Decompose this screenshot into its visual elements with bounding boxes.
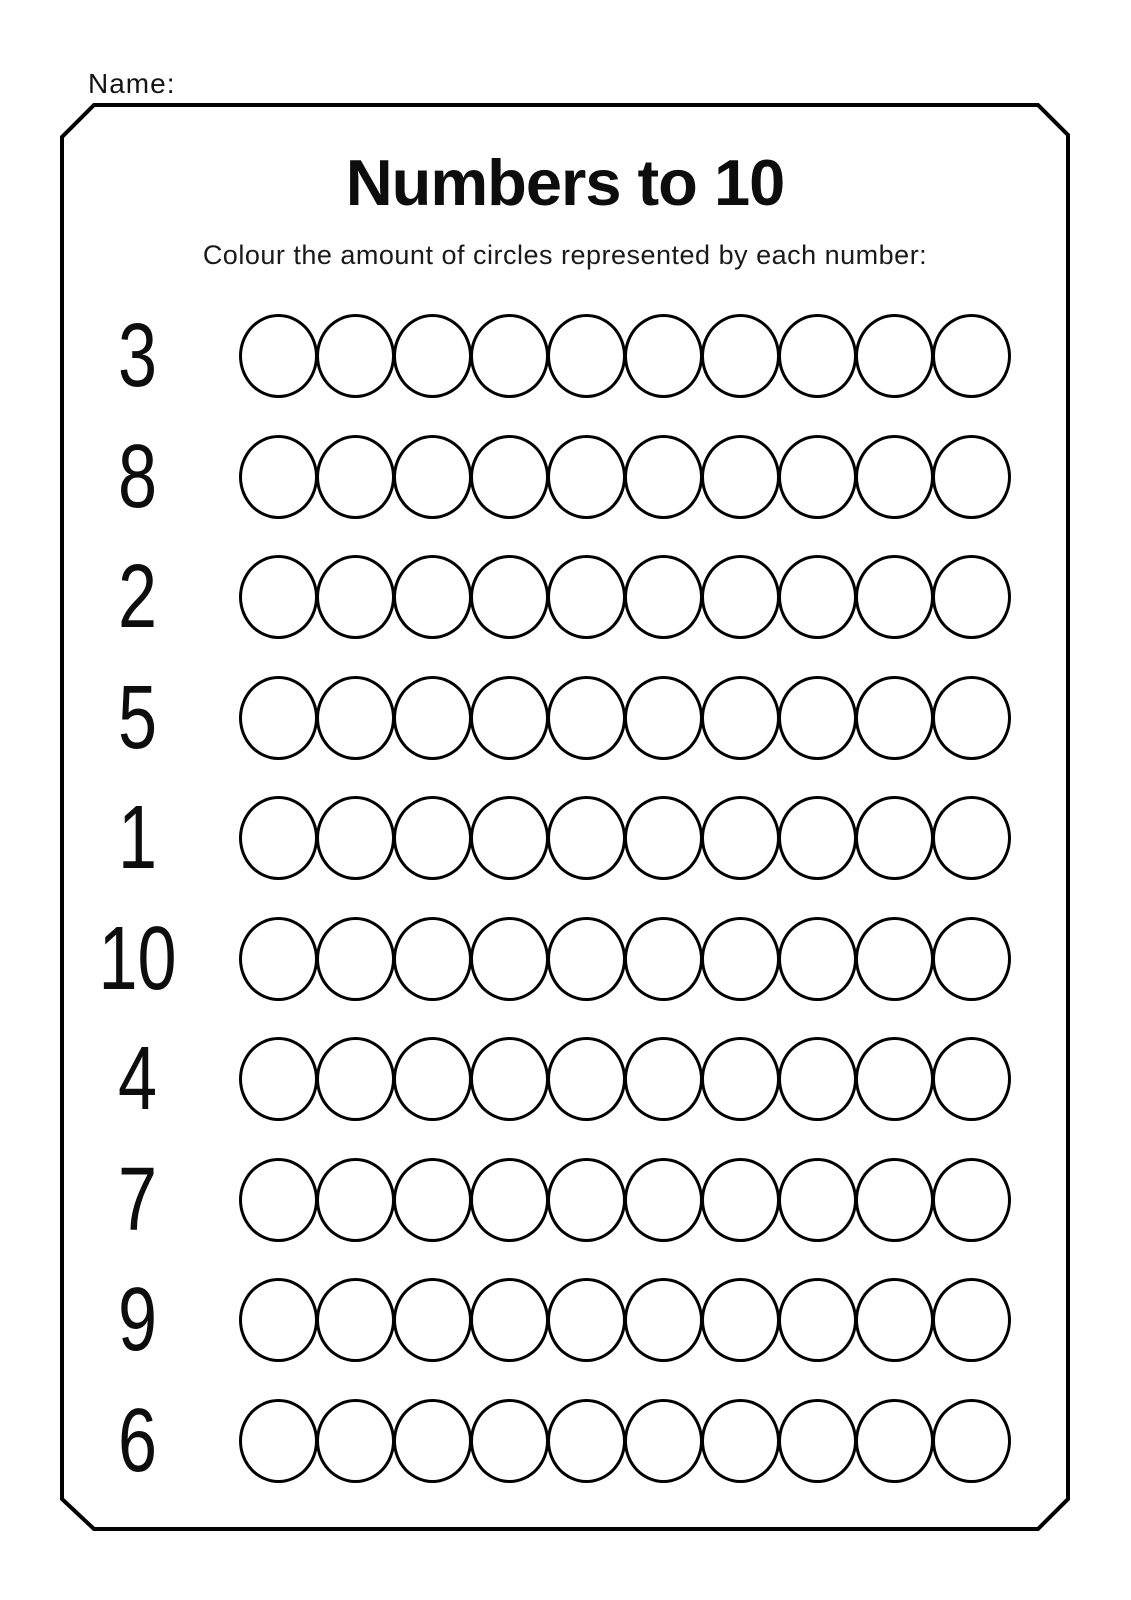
colour-circle[interactable]	[316, 1158, 395, 1242]
colour-circle[interactable]	[778, 314, 857, 398]
row-number: 4	[117, 1029, 158, 1130]
page-title: Numbers to 10	[345, 146, 785, 219]
colour-circle[interactable]	[239, 1158, 318, 1242]
colour-circle[interactable]	[855, 1158, 934, 1242]
colour-circle[interactable]	[393, 796, 472, 880]
colour-circle[interactable]	[316, 314, 395, 398]
worksheet-row	[0, 778, 1131, 899]
colour-circle[interactable]	[470, 1278, 549, 1362]
colour-circle[interactable]	[547, 1399, 626, 1483]
circle-group	[239, 1399, 1009, 1483]
circle-group	[239, 555, 1009, 639]
colour-circle[interactable]	[701, 1158, 780, 1242]
colour-circle[interactable]	[470, 435, 549, 519]
colour-circle[interactable]	[547, 1158, 626, 1242]
colour-circle[interactable]	[624, 1399, 703, 1483]
colour-circle[interactable]	[393, 435, 472, 519]
colour-circle[interactable]	[701, 314, 780, 398]
colour-circle[interactable]	[547, 555, 626, 639]
colour-circle[interactable]	[316, 1037, 395, 1121]
colour-circle[interactable]	[239, 555, 318, 639]
colour-circle[interactable]	[855, 435, 934, 519]
colour-circle[interactable]	[778, 1158, 857, 1242]
colour-circle[interactable]	[778, 555, 857, 639]
colour-circle[interactable]	[701, 917, 780, 1001]
colour-circle[interactable]	[701, 1278, 780, 1362]
colour-circle[interactable]	[624, 314, 703, 398]
colour-circle[interactable]	[547, 676, 626, 760]
row-number: 10	[98, 908, 177, 1009]
colour-circle[interactable]	[932, 917, 1011, 1001]
colour-circle[interactable]	[778, 1037, 857, 1121]
colour-circle[interactable]	[778, 1399, 857, 1483]
row-number: 1	[117, 788, 158, 889]
colour-circle[interactable]	[316, 555, 395, 639]
colour-circle[interactable]	[393, 1278, 472, 1362]
colour-circle[interactable]	[547, 1278, 626, 1362]
colour-circle[interactable]	[393, 1399, 472, 1483]
colour-circle[interactable]	[932, 1037, 1011, 1121]
circle-group	[239, 1037, 1009, 1121]
colour-circle[interactable]	[932, 1158, 1011, 1242]
colour-circle[interactable]	[547, 796, 626, 880]
colour-circle[interactable]	[932, 1399, 1011, 1483]
name-label: Name:	[88, 68, 176, 99]
colour-circle[interactable]	[316, 435, 395, 519]
colour-circle[interactable]	[855, 1278, 934, 1362]
colour-circle[interactable]	[239, 1399, 318, 1483]
colour-circle[interactable]	[855, 796, 934, 880]
circle-group	[239, 1278, 1009, 1362]
colour-circle[interactable]	[701, 676, 780, 760]
colour-circle[interactable]	[239, 1278, 318, 1362]
colour-circle[interactable]	[470, 555, 549, 639]
colour-circle[interactable]	[547, 435, 626, 519]
colour-circle[interactable]	[239, 676, 318, 760]
colour-circle[interactable]	[316, 1399, 395, 1483]
colour-circle[interactable]	[855, 917, 934, 1001]
colour-circle[interactable]	[393, 676, 472, 760]
colour-circle[interactable]	[932, 435, 1011, 519]
colour-circle[interactable]	[624, 796, 703, 880]
colour-circle[interactable]	[316, 676, 395, 760]
colour-circle[interactable]	[624, 1037, 703, 1121]
worksheet-row	[0, 1140, 1131, 1261]
colour-circle[interactable]	[701, 1037, 780, 1121]
colour-circle[interactable]	[239, 917, 318, 1001]
colour-circle[interactable]	[624, 435, 703, 519]
colour-circle[interactable]	[701, 1399, 780, 1483]
colour-circle[interactable]	[470, 917, 549, 1001]
circle-group	[239, 796, 1009, 880]
colour-circle[interactable]	[855, 555, 934, 639]
colour-circle[interactable]	[470, 1158, 549, 1242]
colour-circle[interactable]	[547, 917, 626, 1001]
worksheet-row	[0, 1260, 1131, 1381]
worksheet-row	[0, 658, 1131, 779]
instruction-text: Colour the amount of circles represented by each number:	[202, 240, 928, 270]
colour-circle[interactable]	[316, 917, 395, 1001]
colour-circle[interactable]	[701, 796, 780, 880]
colour-circle[interactable]	[470, 796, 549, 880]
colour-circle[interactable]	[778, 435, 857, 519]
colour-circle[interactable]	[316, 1278, 395, 1362]
colour-circle[interactable]	[778, 1278, 857, 1362]
colour-circle[interactable]	[932, 555, 1011, 639]
colour-circle[interactable]	[624, 1158, 703, 1242]
row-number: 7	[117, 1149, 158, 1250]
colour-circle[interactable]	[624, 1278, 703, 1362]
row-number: 8	[117, 426, 158, 527]
colour-circle[interactable]	[932, 796, 1011, 880]
worksheet-rows	[0, 296, 1131, 1501]
worksheet-row	[0, 899, 1131, 1020]
colour-circle[interactable]	[855, 1399, 934, 1483]
worksheet-row	[0, 537, 1131, 658]
row-number: 9	[117, 1270, 158, 1371]
colour-circle[interactable]	[778, 917, 857, 1001]
colour-circle[interactable]	[778, 676, 857, 760]
circle-group	[239, 917, 1009, 1001]
colour-circle[interactable]	[470, 676, 549, 760]
colour-circle[interactable]	[393, 555, 472, 639]
colour-circle[interactable]	[778, 796, 857, 880]
colour-circle[interactable]	[470, 314, 549, 398]
colour-circle[interactable]	[393, 1158, 472, 1242]
colour-circle[interactable]	[701, 555, 780, 639]
colour-circle[interactable]	[932, 676, 1011, 760]
colour-circle[interactable]	[624, 917, 703, 1001]
colour-circle[interactable]	[316, 796, 395, 880]
circle-group	[239, 314, 1009, 398]
colour-circle[interactable]	[624, 676, 703, 760]
colour-circle[interactable]	[547, 1037, 626, 1121]
colour-circle[interactable]	[470, 1399, 549, 1483]
circle-group	[239, 1158, 1009, 1242]
colour-circle[interactable]	[855, 314, 934, 398]
colour-circle[interactable]	[239, 314, 318, 398]
worksheet-row	[0, 296, 1131, 417]
colour-circle[interactable]	[393, 314, 472, 398]
colour-circle[interactable]	[393, 917, 472, 1001]
colour-circle[interactable]	[470, 1037, 549, 1121]
colour-circle[interactable]	[547, 314, 626, 398]
colour-circle[interactable]	[624, 555, 703, 639]
row-number: 2	[117, 547, 158, 648]
colour-circle[interactable]	[855, 1037, 934, 1121]
colour-circle[interactable]	[239, 435, 318, 519]
colour-circle[interactable]	[239, 796, 318, 880]
worksheet-row	[0, 417, 1131, 538]
circle-group	[239, 676, 1009, 760]
row-number: 6	[117, 1390, 158, 1491]
worksheet-row	[0, 1381, 1131, 1502]
row-number: 5	[117, 667, 158, 768]
colour-circle[interactable]	[393, 1037, 472, 1121]
colour-circle[interactable]	[932, 314, 1011, 398]
circle-group	[239, 435, 1009, 519]
colour-circle[interactable]	[855, 676, 934, 760]
row-number: 3	[117, 306, 158, 407]
colour-circle[interactable]	[239, 1037, 318, 1121]
worksheet-row	[0, 1019, 1131, 1140]
colour-circle[interactable]	[701, 435, 780, 519]
colour-circle[interactable]	[932, 1278, 1011, 1362]
